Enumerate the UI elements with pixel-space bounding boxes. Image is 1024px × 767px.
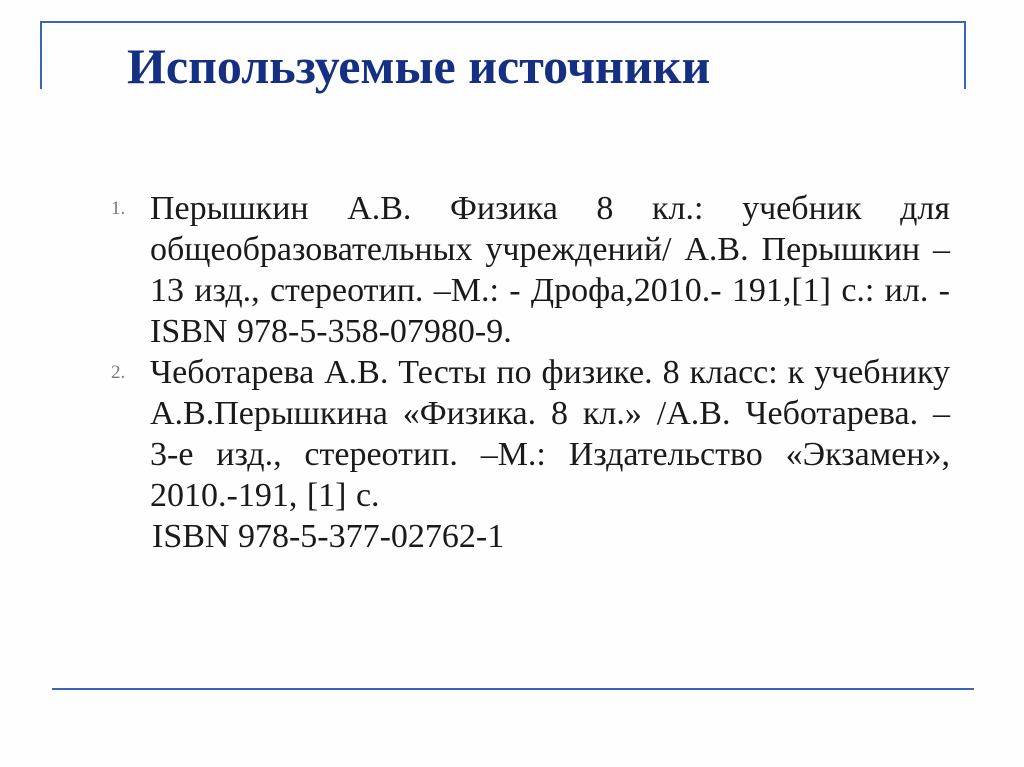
- source-text-2: Чеботарева А.В. Тесты по физике. 8 класс: к учебнику А.В.Перышкина «Физика. 8 кл.» /А.В. Чеботарева. – 3-е изд., стереотип. –М.: Издательство «Экзамен», 2010.-191, [1] с.: [150, 354, 950, 514]
- footer-divider: [52, 688, 974, 690]
- source-number-1: 1.: [111, 198, 126, 219]
- source-item-2: [100, 352, 950, 557]
- source-text-1: Перышкин А.В. Физика 8 кл.: учебник для общеобразовательных учреждений/ А.В. Перышкин – 13 изд., стереотип. –М.: - Дрофа,2010.- 191,[1] с.: ил. - ISBN 978-5-358-07980-9.: [150, 190, 950, 350]
- source-item-1: [100, 188, 950, 352]
- source-number-2: 2.: [111, 362, 126, 383]
- sources-list: [100, 188, 950, 557]
- frame-right-line: [964, 21, 966, 89]
- frame-left-line: [40, 21, 42, 89]
- slide-title: Используемые источники: [127, 38, 711, 94]
- source-isbn-2: ISBN 978-5-377-02762-1: [152, 518, 505, 555]
- frame-top-line: [40, 21, 966, 23]
